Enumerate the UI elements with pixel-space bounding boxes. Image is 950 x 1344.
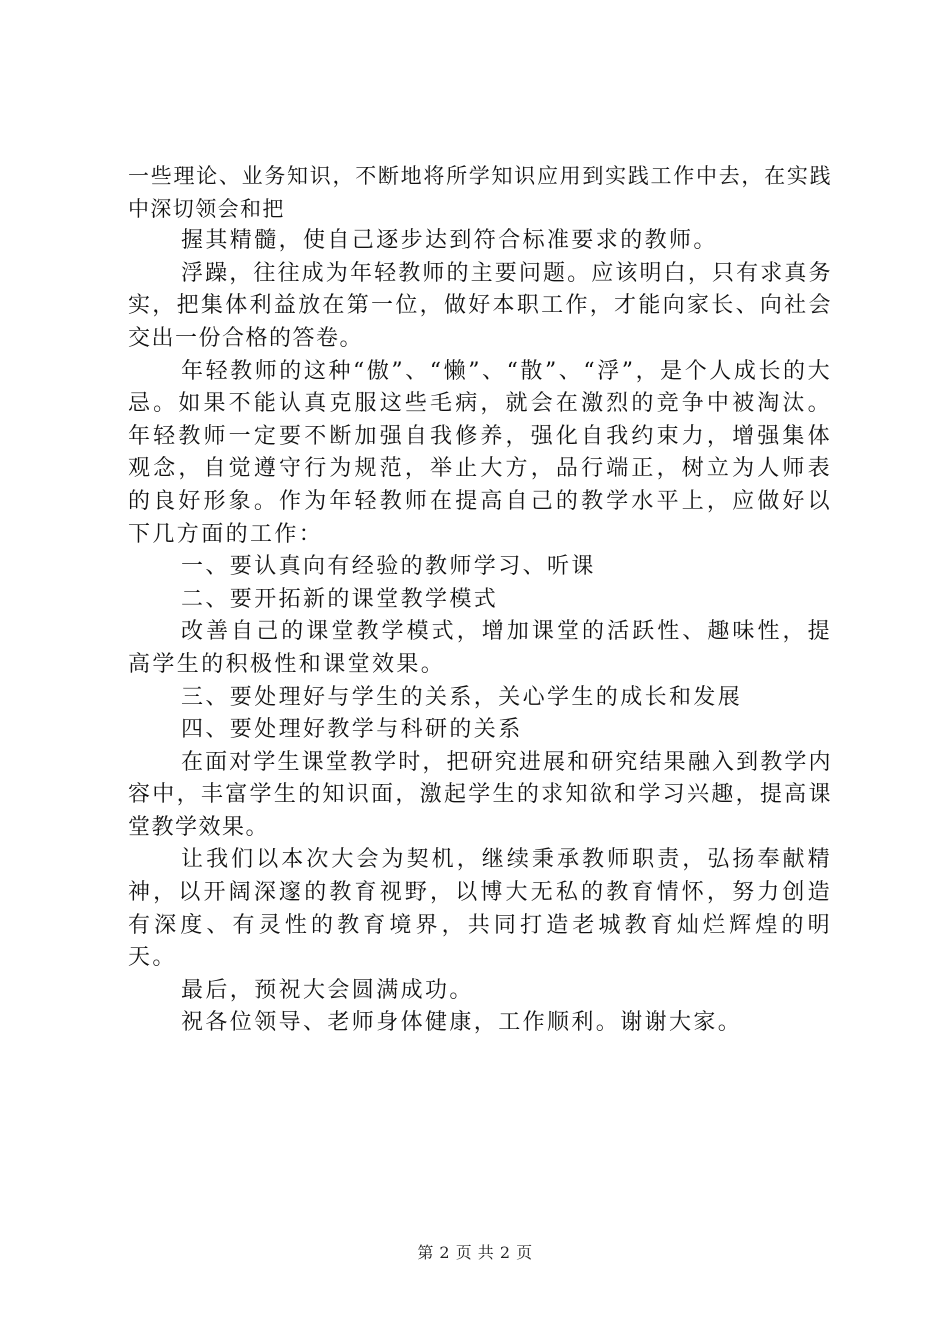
page-number-footer: 第 2 页 共 2 页 <box>417 1243 533 1262</box>
document-body <box>128 160 832 1040</box>
paragraph-closing-thanks: 祝各位领导、老师身体健康，工作顺利。谢谢大家。 <box>181 1010 743 1036</box>
paragraph-impetuousness: 浮躁，往往成为年轻教师的主要问题。应该明白，只有求真务实，把集体利益放在第一位，做好本职工作，才能向家长、向社会交出一份合格的答卷。 <box>128 260 832 351</box>
list-item-learn-from-experienced: 一、要认真向有经验的教师学习、听课 <box>181 554 596 580</box>
paragraph-improve-teaching-mode: 改善自己的课堂教学模式，增加课堂的活跃性、趣味性，提高学生的积极性和课堂效果。 <box>128 619 832 677</box>
paragraph-continuation: 一些理论、业务知识，不断地将所学知识应用到实践工作中去，在实践中深切领会和把 <box>128 164 832 221</box>
paragraph-call-to-action: 让我们以本次大会为契机，继续秉承教师职责，弘扬奉献精神，以开阔深邃的教育视野，以博大无私的教育情怀，努力创造有深度、有灵性的教育境界，共同打造老城教育灿烂辉煌的明天。 <box>128 847 832 971</box>
list-item-new-teaching-mode: 二、要开拓新的课堂教学模式 <box>181 586 499 612</box>
paragraph-four-faults: 年轻教师的这种“傲”、“懒”、“散”、“浮”，是个人成长的大忌。如果不能认真克服这些毛病，就会在激烈的竞争中被淘汰。年轻教师一定要不断加强自我修养，强化自我约束力，增强集体观念，自觉遵守行为规范，举止大方，品行端正，树立为人师表的良好形象。作为年轻教师在提高自己的教学水平上，应做好以下几方面的工作： <box>128 358 832 547</box>
list-item-teaching-research: 四、要处理好教学与科研的关系 <box>181 717 523 743</box>
list-item-student-relations: 三、要处理好与学生的关系，关心学生的成长和发展 <box>181 684 743 710</box>
paragraph-research-integration: 在面对学生课堂教学时，把研究进展和研究结果融入到教学内容中，丰富学生的知识面，激起学生的求知欲和学习兴趣，提高课堂教学效果。 <box>128 749 832 840</box>
paragraph-continuation-end: 握其精髓，使自己逐步达到符合标准要求的教师。 <box>181 228 718 254</box>
paragraph-wish-success: 最后，预祝大会圆满成功。 <box>181 977 474 1003</box>
